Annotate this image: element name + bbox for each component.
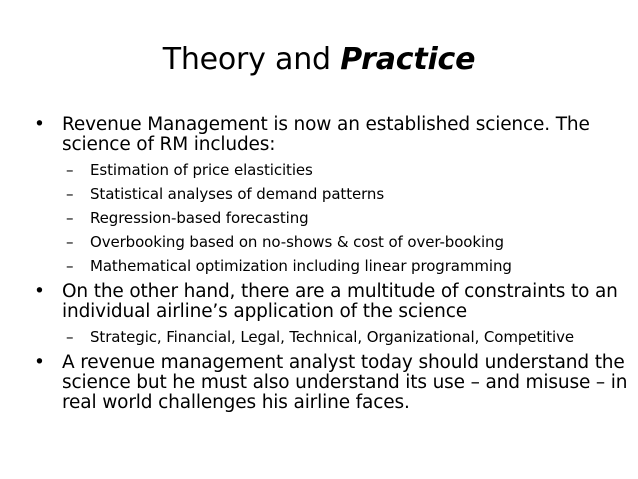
sub-bullet-item — [32, 206, 632, 230]
title-emphasis: Practice — [340, 42, 476, 77]
bullet-glyph: • — [34, 281, 45, 302]
sub-bullet-text: Estimation of price elasticities — [90, 161, 313, 179]
bullet-item — [32, 115, 632, 155]
dash-glyph: – — [66, 185, 74, 203]
sub-bullet-item — [32, 254, 632, 278]
dash-glyph: – — [66, 233, 74, 251]
sub-bullet-text: Strategic, Financial, Legal, Technical, Organizational, Competitive — [90, 328, 575, 346]
bullet-item — [32, 353, 632, 413]
bullet-glyph: • — [34, 352, 45, 373]
bullet-text: A revenue management analyst today should understand the science but he must also understand its use – and misuse – in real world challenges his airline faces. — [62, 352, 628, 413]
title-text: Theory and — [162, 42, 341, 77]
bullet-item — [32, 282, 632, 322]
dash-glyph: – — [66, 161, 74, 179]
bullet-text: Revenue Management is now an established science. The science of RM includes: — [62, 114, 590, 155]
dash-glyph: – — [66, 209, 74, 227]
sub-bullet-text: Mathematical optimization including linear programming — [90, 257, 512, 275]
sub-bullet-list — [32, 158, 632, 278]
sub-bullet-item — [32, 325, 632, 349]
bullet-text: On the other hand, there are a multitude of constraints to an individual airline’s application of the science — [62, 281, 618, 322]
sub-bullet-item — [32, 158, 632, 182]
sub-bullet-text: Overbooking based on no-shows & cost of over-booking — [90, 233, 504, 251]
sub-bullet-item — [32, 182, 632, 206]
sub-bullet-list — [32, 325, 632, 349]
sub-bullet-text: Regression-based forecasting — [90, 209, 309, 227]
sub-bullet-text: Statistical analyses of demand patterns — [90, 185, 385, 203]
dash-glyph: – — [66, 328, 74, 346]
bullet-glyph: • — [34, 114, 45, 135]
dash-glyph: – — [66, 257, 74, 275]
slide-title — [0, 40, 638, 80]
bullet-list — [32, 115, 632, 416]
sub-bullet-item — [32, 230, 632, 254]
